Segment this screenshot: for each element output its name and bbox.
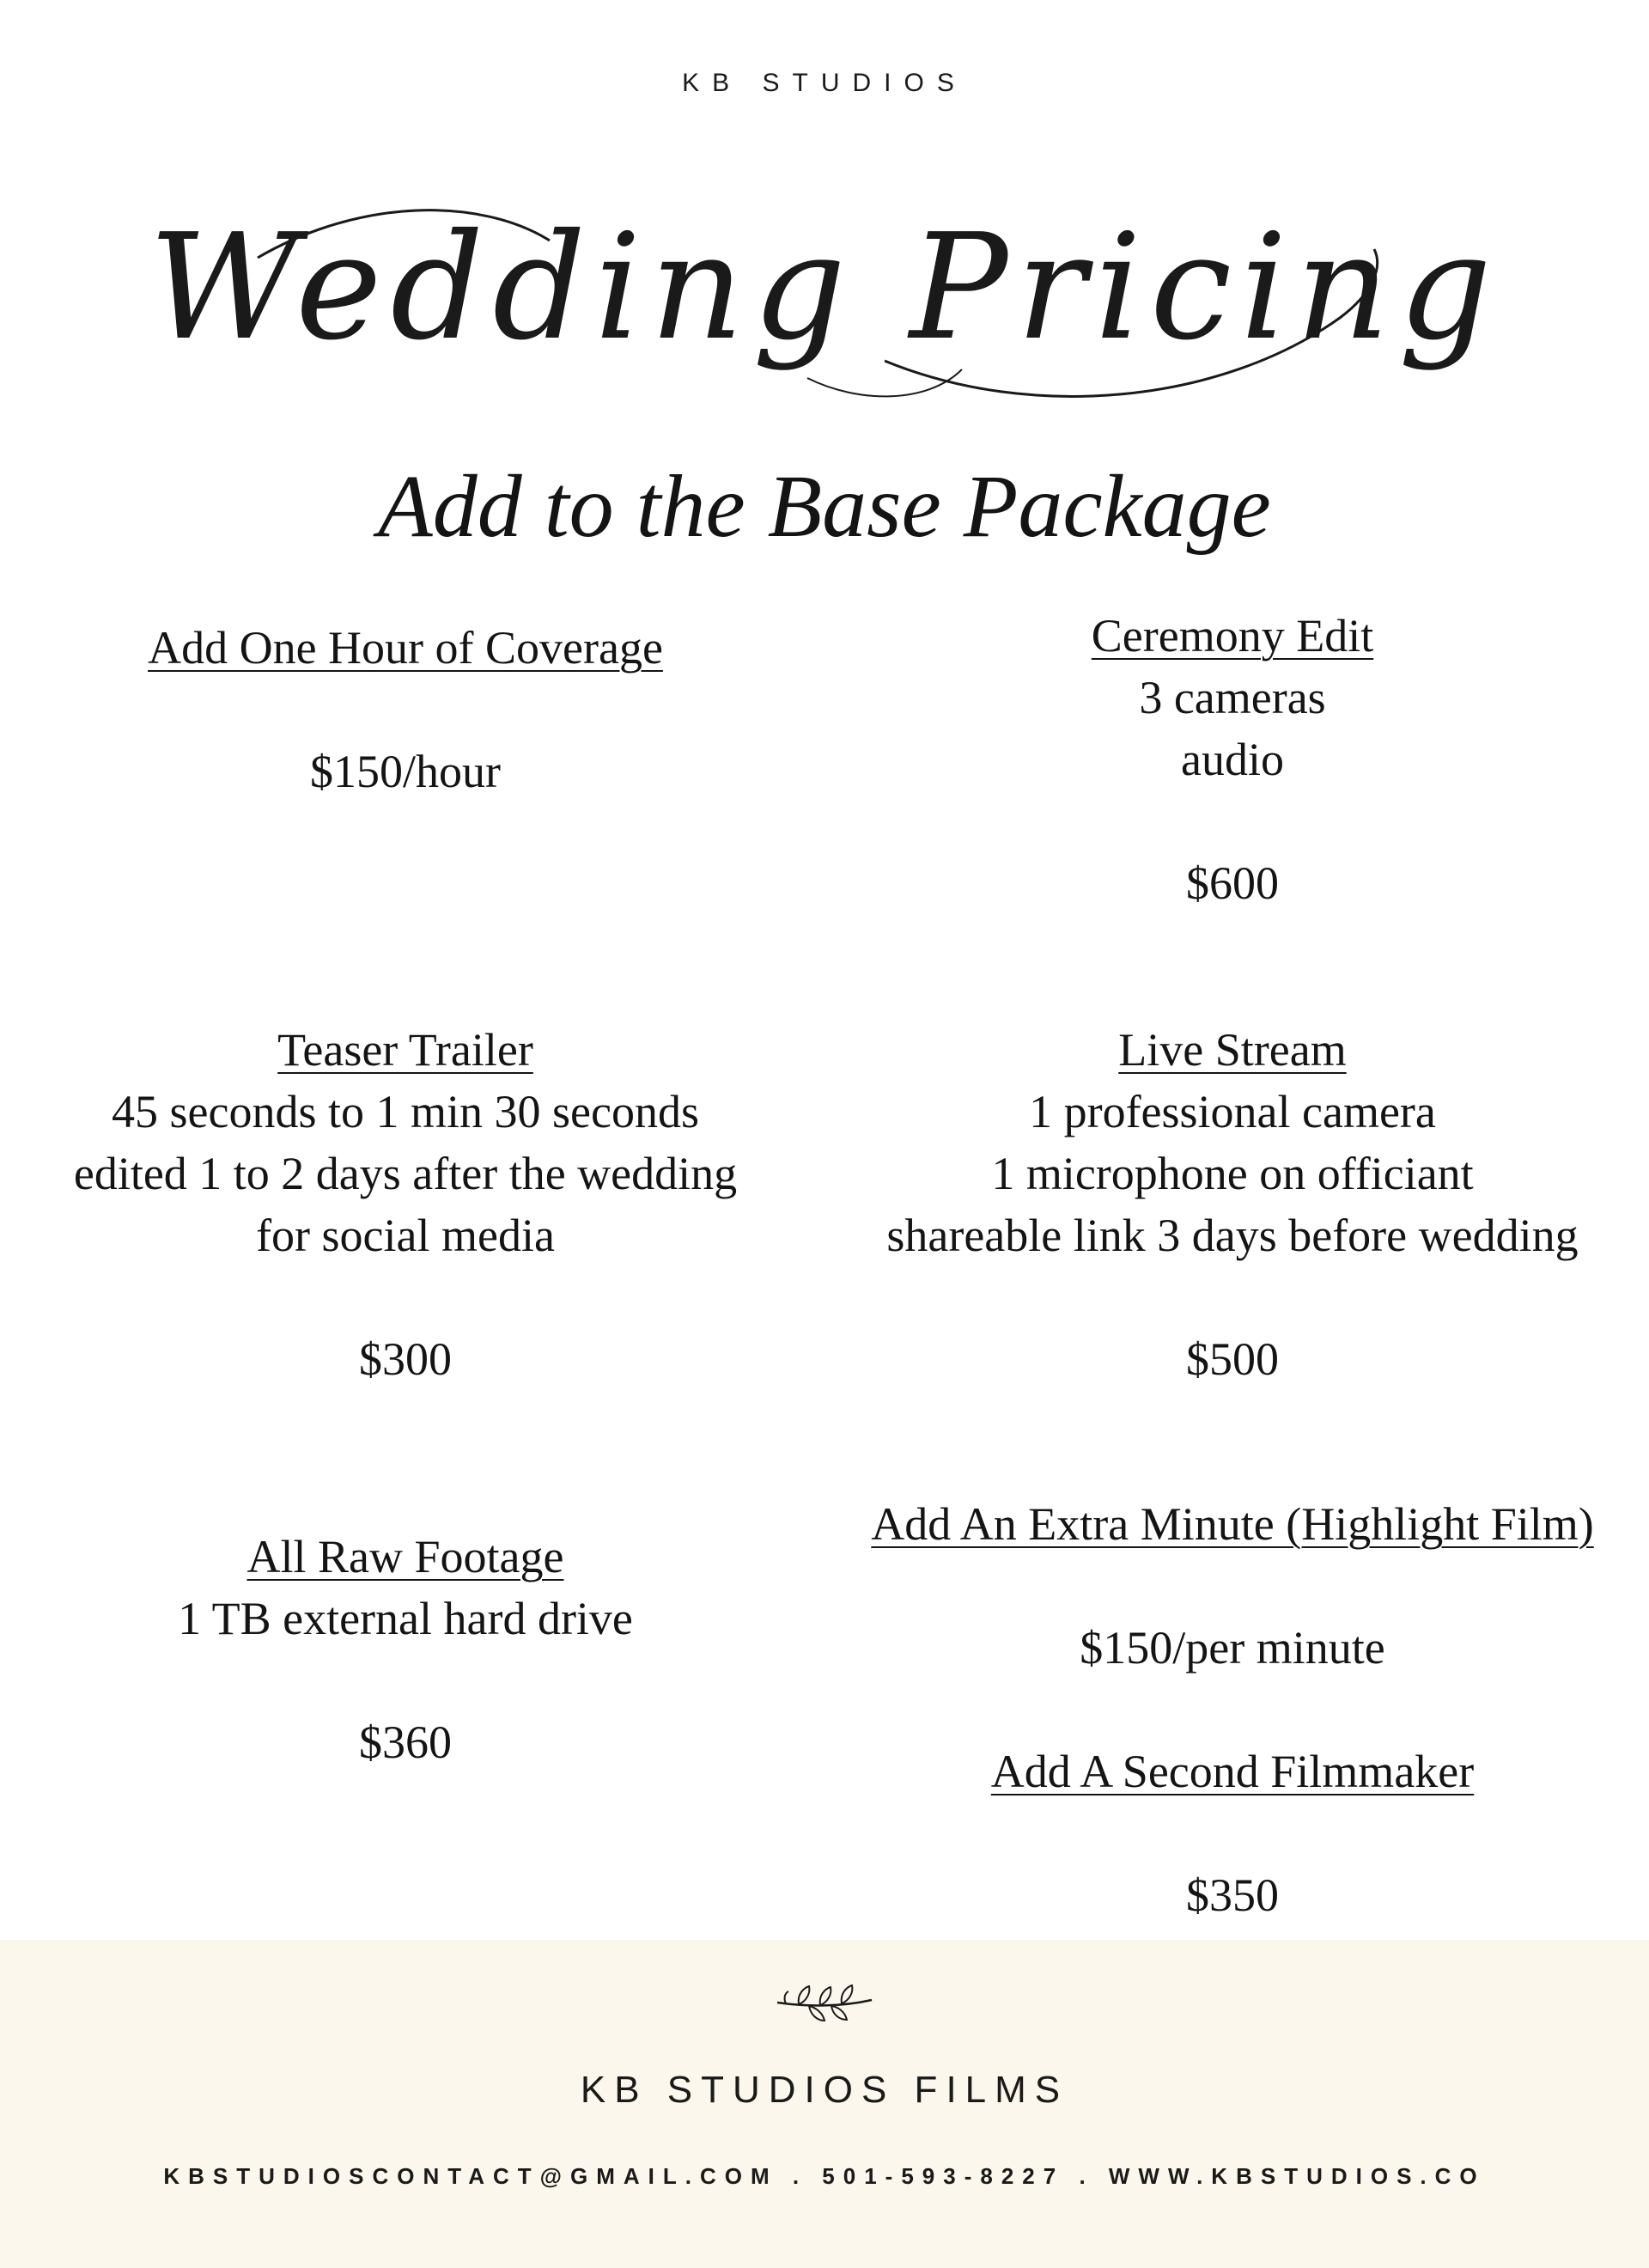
item-detail: audio [1181, 734, 1284, 785]
script-title-text: Wedding Pricing [149, 203, 1500, 373]
item-price: $360 [359, 1716, 452, 1768]
sprig-icon [773, 1981, 876, 2024]
item-detail: 1 microphone on officiant [991, 1148, 1474, 1199]
separator: . [777, 2163, 823, 2189]
item-extra-minute [846, 1493, 1619, 1679]
item-detail: shareable link 3 days before wedding [886, 1210, 1579, 1261]
phone-link[interactable]: 501-593-8227 [822, 2163, 1065, 2189]
item-ceremony-edit [846, 605, 1619, 914]
item-heading: Add One Hour of Coverage [148, 622, 663, 674]
item-price: $150/per minute [1080, 1622, 1385, 1674]
item-detail: 1 professional camera [1029, 1086, 1436, 1137]
item-live-stream [846, 1019, 1619, 1390]
item-price: $600 [1186, 857, 1279, 909]
email-link[interactable]: KBSTUDIOSCONTACT@GMAIL.COM [163, 2163, 778, 2189]
item-heading: Ceremony Edit [1091, 610, 1374, 662]
website-link[interactable]: WWW.KBSTUDIOS.CO [1108, 2163, 1486, 2189]
item-second-filmmaker [846, 1741, 1619, 1926]
item-heading: Teaser Trailer [277, 1024, 533, 1076]
item-heading: Add An Extra Minute (Highlight Film) [871, 1498, 1594, 1550]
item-raw-footage [19, 1526, 792, 1773]
item-detail: 1 TB external hard drive [178, 1593, 633, 1644]
script-title [0, 146, 1649, 430]
item-add-hour [19, 617, 792, 802]
separator: . [1064, 2163, 1109, 2189]
subtitle: Add to the Base Package [378, 457, 1271, 556]
footer-contact [0, 2163, 1649, 2190]
item-heading: Live Stream [1118, 1024, 1347, 1076]
item-price: $500 [1186, 1333, 1279, 1385]
item-teaser-trailer [19, 1019, 792, 1390]
footer-title: KB STUDIOS FILMS [580, 2069, 1069, 2111]
item-price: $350 [1186, 1869, 1279, 1921]
item-price: $300 [359, 1333, 452, 1385]
item-price: $150/hour [310, 746, 501, 797]
item-heading: All Raw Footage [246, 1531, 564, 1582]
item-detail: for social media [256, 1210, 555, 1261]
brand-top: KB STUDIOS [682, 69, 967, 97]
item-detail: 45 seconds to 1 min 30 seconds [112, 1086, 699, 1137]
footer [0, 1940, 1649, 2268]
item-detail: edited 1 to 2 days after the wedding [73, 1148, 738, 1199]
item-heading: Add A Second Filmmaker [990, 1746, 1475, 1797]
item-detail: 3 cameras [1139, 672, 1326, 723]
